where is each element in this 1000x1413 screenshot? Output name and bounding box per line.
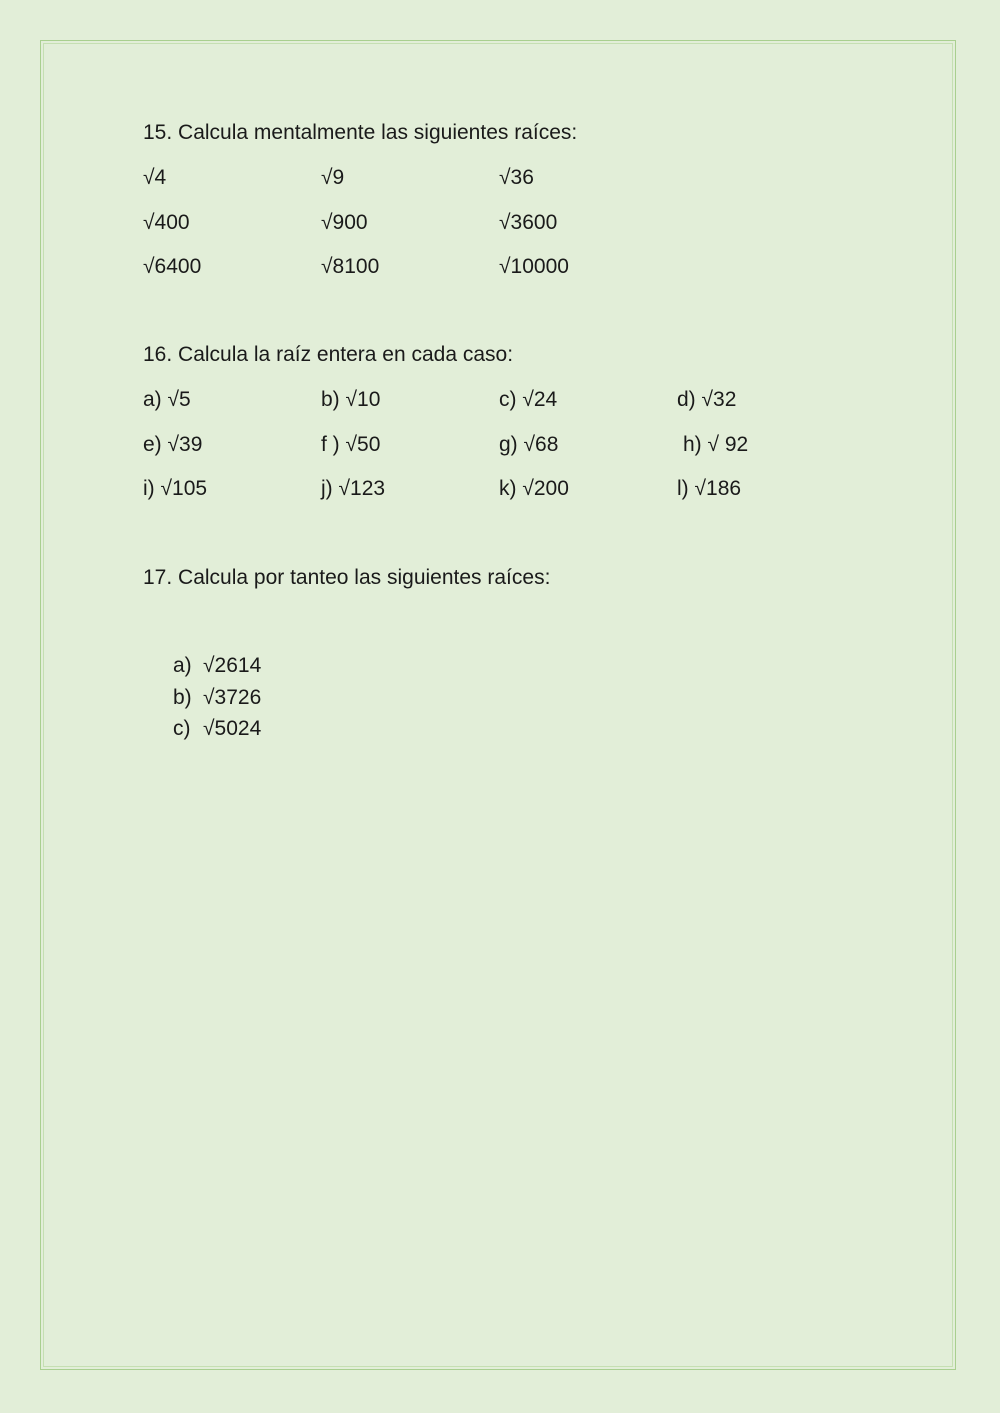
exercise-16-title: 16. Calcula la raíz entera en cada caso: (143, 343, 514, 366)
exercise-17-item-value: √2614 (203, 654, 262, 677)
exercise-15-item: √10000 (499, 255, 569, 278)
exercise-15-item: √8100 (321, 255, 380, 278)
exercise-17-title: 17. Calcula por tanteo las siguientes raíces: (143, 566, 551, 589)
exercise-15-item: √4 (143, 166, 167, 189)
exercise-15-title: 15. Calcula mentalmente las siguientes raíces: (143, 121, 578, 144)
exercise-17-item-label: a) (173, 654, 192, 677)
exercise-16-item: j) √123 (321, 477, 386, 500)
exercise-17-item-value: √5024 (203, 717, 262, 740)
exercise-16-item: a) √5 (143, 388, 191, 411)
exercise-15-item: √3600 (499, 211, 558, 234)
exercise-16-item: c) √24 (499, 388, 558, 411)
exercise-16-item: l) √186 (677, 477, 742, 500)
exercise-16-item: g) √68 (499, 433, 559, 456)
exercise-16-item: k) √200 (499, 477, 569, 500)
exercise-16-item: e) √39 (143, 433, 203, 456)
exercise-15-item: √9 (321, 166, 345, 189)
exercise-16-item: h) √ 92 (683, 433, 749, 456)
exercise-15-item: √400 (143, 211, 190, 234)
exercise-17-item-label: c) (173, 717, 191, 740)
exercise-16-item: d) √32 (677, 388, 737, 411)
exercise-15-item: √36 (499, 166, 534, 189)
exercise-15-item: √6400 (143, 255, 202, 278)
exercise-16-item: b) √10 (321, 388, 381, 411)
exercise-17-item-label: b) (173, 686, 192, 709)
exercise-15-item: √900 (321, 211, 368, 234)
exercise-16-item: f ) √50 (321, 433, 381, 456)
exercise-17-item-value: √3726 (203, 686, 262, 709)
exercise-16-item: i) √105 (143, 477, 208, 500)
